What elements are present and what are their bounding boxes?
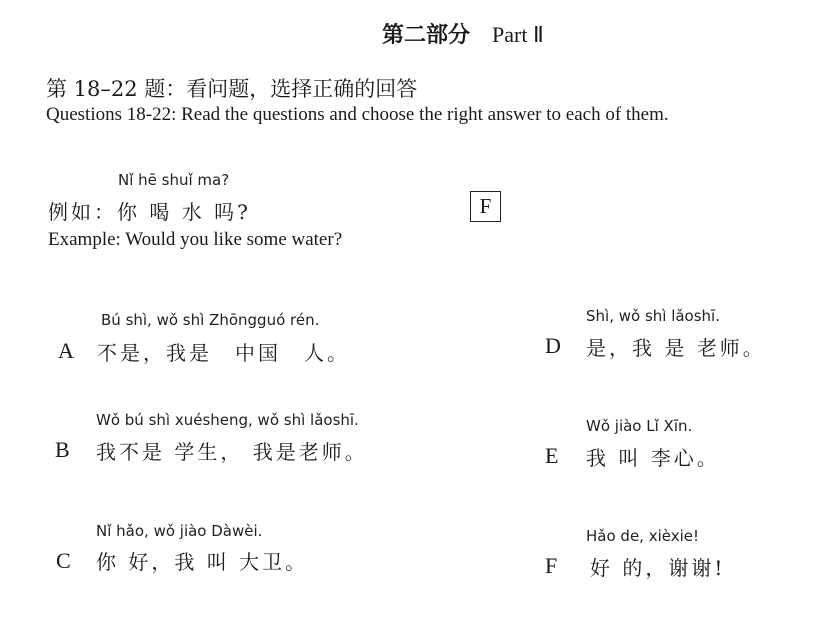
example-answer: F: [479, 194, 492, 218]
example-pinyin: Nǐ hē shuǐ ma?: [118, 171, 230, 189]
section-title-en: Part Ⅱ: [492, 22, 544, 47]
option-b-hanzi: 我不是 学生， 我是老师。: [96, 440, 368, 464]
section-title: [382, 18, 544, 49]
option-a-hanzi: 不是，我是 中国 人。: [97, 341, 350, 365]
option-d-letter: D: [545, 333, 561, 358]
option-f-letter: F: [545, 553, 558, 578]
example-answer-box: [470, 191, 501, 222]
option-d-pinyin: Shì, wǒ shì lǎoshī.: [586, 307, 720, 325]
option-a-pinyin: Bú shì, wǒ shì Zhōngguó rén.: [101, 311, 320, 329]
option-b-pinyin: Wǒ bú shì xuésheng, wǒ shì lǎoshī.: [96, 411, 359, 429]
example-english: Example: Would you like some water?: [48, 229, 343, 250]
instructions-en: Questions 18-22: Read the questions and choose the right answer to each of them.: [46, 104, 669, 125]
example-hanzi: 例如：你 喝 水 吗?: [48, 200, 251, 224]
instructions-zh: 第 18–22 题：看问题，选择正确的回答: [46, 77, 418, 101]
option-c-letter: C: [56, 548, 71, 573]
option-e-pinyin: Wǒ jiào Lǐ Xīn.: [586, 417, 693, 435]
option-b-letter: B: [55, 437, 70, 462]
option-f-pinyin: Hǎo de, xièxie!: [586, 527, 699, 545]
option-c-pinyin: Nǐ hǎo, wǒ jiào Dàwèi.: [96, 522, 263, 540]
option-d-hanzi: 是，我 是 老师。: [586, 336, 766, 360]
section-title-zh: 第二部分: [382, 22, 471, 48]
option-c-hanzi: 你 好，我 叫 大卫。: [96, 550, 309, 574]
option-f-hanzi: 好 的，谢谢!: [590, 556, 726, 580]
option-e-hanzi: 我 叫 李心。: [586, 446, 720, 470]
option-e-letter: E: [545, 443, 559, 468]
option-a-letter: A: [58, 338, 74, 363]
